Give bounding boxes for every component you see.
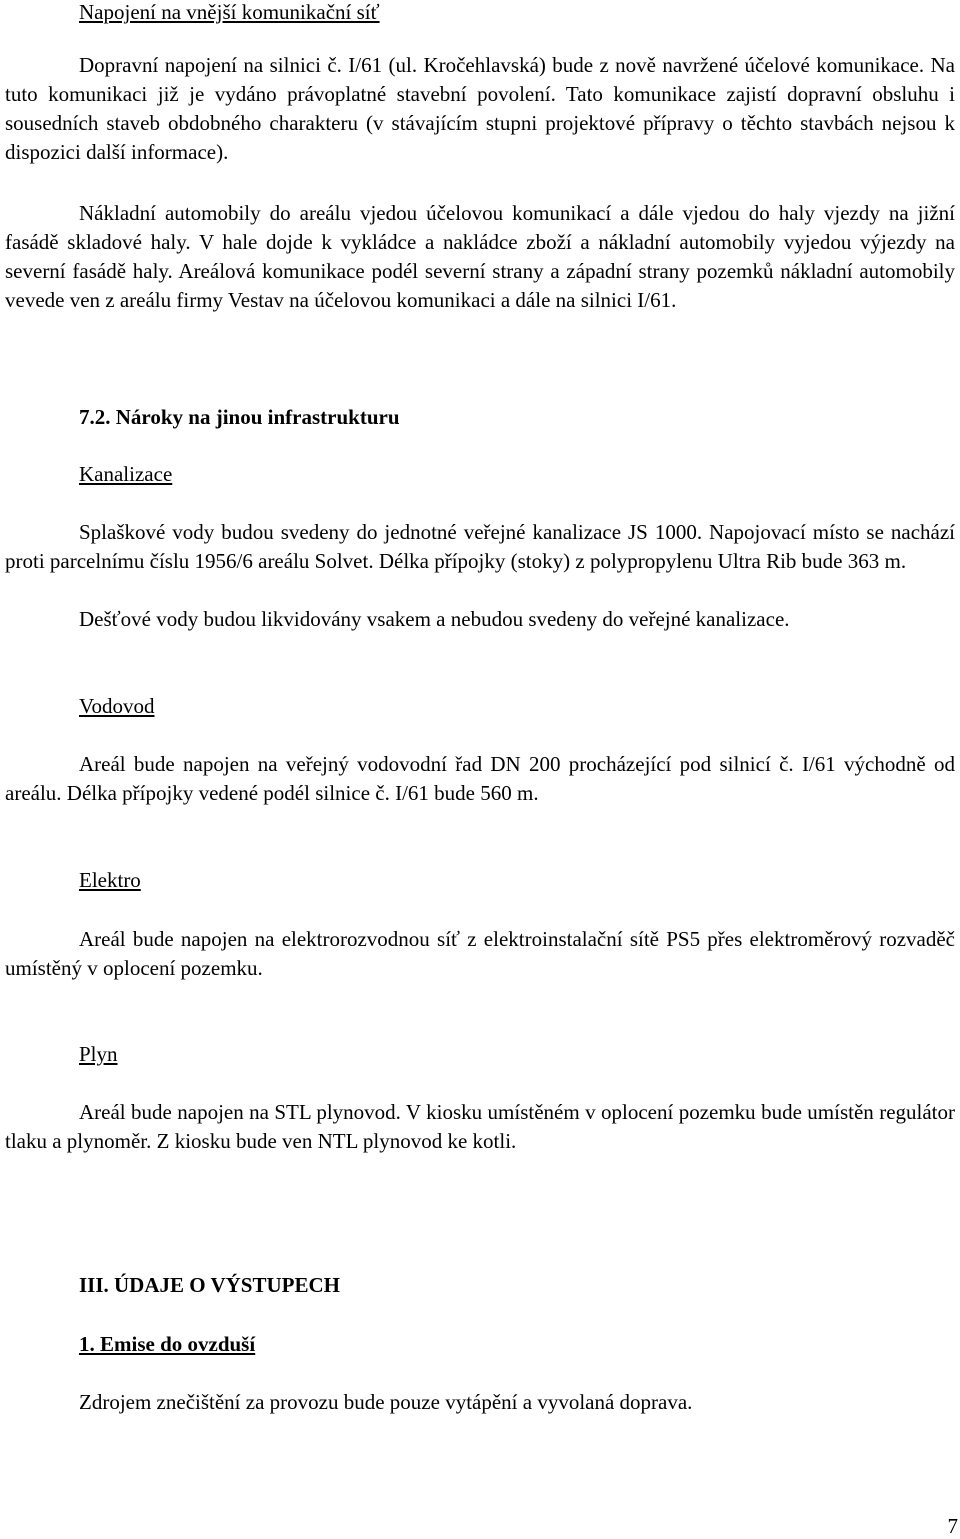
paragraph-kanalizace-1: Splaškové vody budou svedeny do jednotné veřejné kanalizace JS 1000. Napojovací místo se nachází proti parcelnímu číslu 1956/6 areálu Solvet. Délka přípojky (stoky) z polypropylenu Ultra Rib bude 363 m. <box>5 520 955 573</box>
section-heading-napojeni: Napojení na vnější komunikační síť <box>79 0 380 24</box>
section-heading-vodovod: Vodovod <box>79 694 155 718</box>
paragraph-kanalizace-2: Dešťové vody budou likvidovány vsakem a nebudou svedeny do veřejné kanalizace. <box>79 607 790 631</box>
paragraph-napojeni-2: Nákladní automobily do areálu vjedou účelovou komunikací a dále vjedou do haly vjezdy na jižní fasádě skladové haly. V hale dojde k vykládce a nakládce zboží a nákladní automobily vyjedou výjezdy na severní fasádě haly. Areálová komunikace podél severní strany a západní strany pozemků nákladní automobily vevede ven z areálu firmy Vestav na účelovou komunikaci a dále na silnici I/61. <box>5 201 955 312</box>
paragraph-emise-1: Zdrojem znečištění za provozu bude pouze vytápění a vyvolaná doprava. <box>79 1390 693 1414</box>
paragraph-plyn-1: Areál bude napojen na STL plynovod. V kiosku umístěném v oplocení pozemku bude umístěn regulátor tlaku a plynoměr. Z kiosku bude ven NTL plynovod ke kotli. <box>5 1100 955 1153</box>
paragraph-elektro-1: Areál bude napojen na elektrorozvodnou síť z elektroinstalační sítě PS5 přes elektroměrový rozvaděč umístěný v oplocení pozemku. <box>5 927 955 980</box>
page-number: 7 <box>947 1514 958 1538</box>
section-heading-kanalizace: Kanalizace <box>79 462 173 486</box>
paragraph-vodovod-1: Areál bude napojen na veřejný vodovodní řad DN 200 procházející pod silnicí č. I/61 východně od areálu. Délka přípojky vedené podél silnice č. I/61 bude 560 m. <box>5 752 955 805</box>
section-heading-plyn: Plyn <box>79 1042 118 1066</box>
section-heading-infrastruktura: 7.2. Nároky na jinou infrastrukturu <box>79 405 400 429</box>
section-heading-emise: 1. Emise do ovzduší <box>79 1332 256 1356</box>
chapter-heading-vystupy: III. ÚDAJE O VÝSTUPECH <box>79 1273 340 1297</box>
section-heading-elektro: Elektro <box>79 868 141 892</box>
paragraph-napojeni-1: Dopravní napojení na silnici č. I/61 (ul. Kročehlavská) bude z nově navržené účelové komunikace. Na tuto komunikaci již je vydáno právoplatné stavební povolení. Tato komunikace zajistí dopravní obsluhu i sousedních staveb obdobného charakteru (v stávajícím stupni projektové přípravy o těchto stavbách nejsou k dispozici další informace). <box>5 53 955 164</box>
